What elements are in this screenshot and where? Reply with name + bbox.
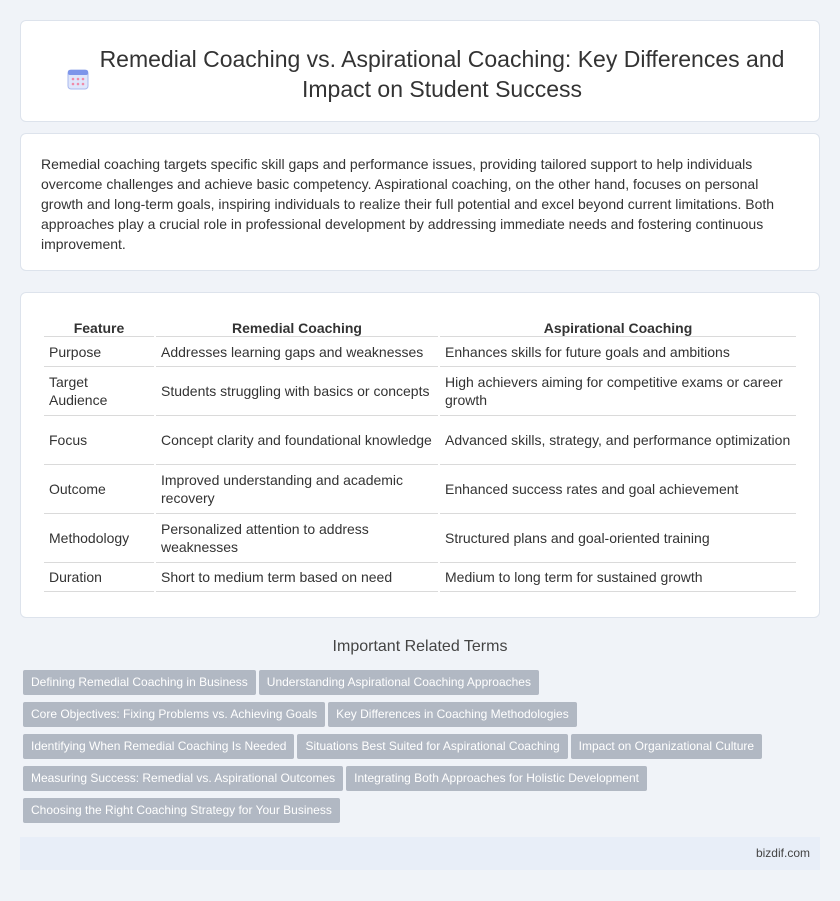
intro-card	[20, 133, 820, 271]
title-card	[20, 20, 820, 122]
related-terms-heading: Important Related Terms	[332, 638, 508, 655]
table-row	[44, 337, 796, 367]
header-aspirational: Aspirational Coaching	[440, 315, 796, 337]
cell-feature: Methodology	[44, 514, 154, 563]
cell-feature: Duration	[44, 563, 154, 592]
related-term-tag[interactable]: Measuring Success: Remedial vs. Aspirational Outcomes	[23, 766, 343, 791]
related-term-tag[interactable]: Integrating Both Approaches for Holistic Development	[346, 766, 647, 791]
table-row	[44, 563, 796, 592]
comparison-table-card	[20, 292, 820, 618]
cell-remedial: Personalized attention to address weaknesses	[156, 514, 438, 563]
related-term-tag[interactable]: Defining Remedial Coaching in Business	[23, 670, 256, 695]
related-term-tag[interactable]: Understanding Aspirational Coaching Approaches	[259, 670, 539, 695]
header-feature: Feature	[44, 315, 154, 337]
footer-site-link[interactable]: bizdif.com	[755, 846, 810, 860]
intro-paragraph: Remedial coaching targets specific skill gaps and performance issues, providing tailored support to help individuals overcome challenges and achieve basic competency. Aspirational coaching, on the other hand, focuses on personal growth and long-term goals, inspiring individuals to realize their full potential and excel beyond current limitations. Both approaches play a crucial role in professional development by addressing immediate needs and fostering continuous improvement.	[41, 156, 775, 252]
header-remedial: Remedial Coaching	[156, 315, 438, 337]
cell-aspirational: Structured plans and goal-oriented training	[440, 514, 796, 563]
cell-aspirational: Medium to long term for sustained growth	[440, 563, 796, 592]
cell-aspirational: Enhanced success rates and goal achievement	[440, 465, 796, 514]
cell-feature: Purpose	[44, 337, 154, 367]
related-terms-list	[23, 670, 803, 830]
cell-aspirational: Enhances skills for future goals and ambitions	[440, 337, 796, 367]
related-term-tag[interactable]: Situations Best Suited for Aspirational Coaching	[297, 734, 567, 759]
footer	[20, 837, 820, 870]
related-term-tag[interactable]: Core Objectives: Fixing Problems vs. Achieving Goals	[23, 702, 325, 727]
table-row	[44, 465, 796, 514]
related-term-tag[interactable]: Key Differences in Coaching Methodologies	[328, 702, 577, 727]
cell-aspirational: Advanced skills, strategy, and performance optimization	[440, 416, 796, 465]
cell-feature: Focus	[44, 416, 154, 465]
cell-feature: Outcome	[44, 465, 154, 514]
cell-remedial: Short to medium term based on need	[156, 563, 438, 592]
related-term-tag[interactable]: Identifying When Remedial Coaching Is Needed	[23, 734, 294, 759]
cell-remedial: Addresses learning gaps and weaknesses	[156, 337, 438, 367]
comparison-table	[42, 315, 798, 592]
related-term-tag[interactable]: Impact on Organizational Culture	[571, 734, 762, 759]
cell-remedial: Improved understanding and academic recovery	[156, 465, 438, 514]
page-title: Remedial Coaching vs. Aspirational Coaching: Key Differences and Impact on Student Success	[99, 46, 785, 102]
cell-remedial: Concept clarity and foundational knowledge	[156, 416, 438, 465]
table-header-row	[44, 315, 796, 337]
cell-aspirational: High achievers aiming for competitive exams or career growth	[440, 367, 796, 416]
table-row	[44, 367, 796, 416]
table-row	[44, 416, 796, 465]
cell-feature: Target Audience	[44, 367, 154, 416]
related-term-tag[interactable]: Choosing the Right Coaching Strategy for Your Business	[23, 798, 340, 823]
cell-remedial: Students struggling with basics or concepts	[156, 367, 438, 416]
table-row	[44, 514, 796, 563]
